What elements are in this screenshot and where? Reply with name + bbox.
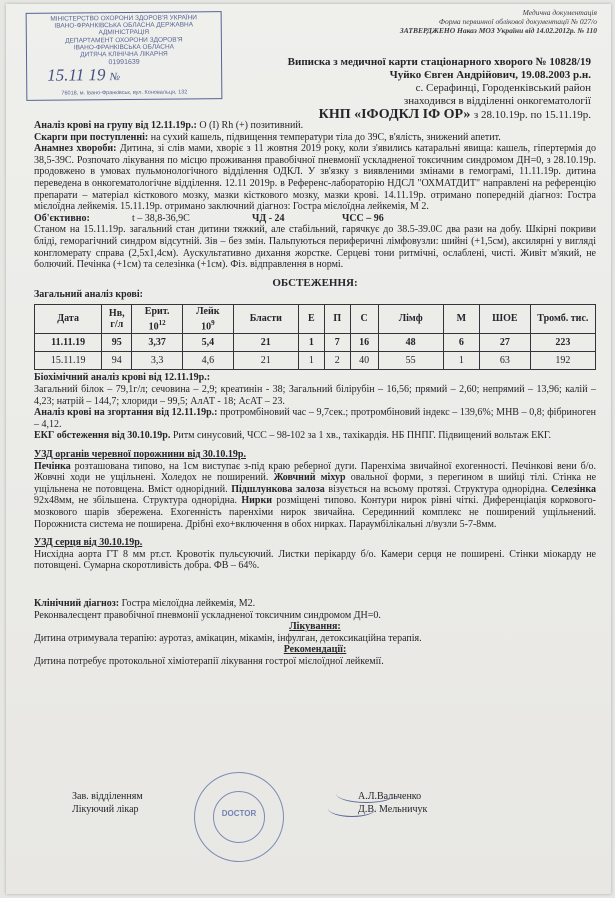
anamnesis-text: Дитина, зі слів мами, хворіє з 11 жовтня 2019 року, коли з'явились катаральні явища: кашель, гіпертермія до 38,5-39С. Розпочато лікування по місцю проживання правобічної пневмонії ускладненої токсичним синдромом ДН=0, з 28.10.19р. продовжено в умовах пульмонологічного відділення ОДКЛ. У зв'язку з виявленими змінами в гемограмі, 11.11.19р. дитина переведена в онкогематологічне відділення. 12.11 2019р. в Референс-лабораторію НДСЛ "ОХМАТДИТ" направлені на референцію препарати – матеріал кісткового мозку, мазки кісткового мозку, мазки крові. 14.11.19р. отримано попередній діагноз: Гостра мієлоїдна лейкемія. 15.11.19р. отримано заключний діагноз: Гостра мієлоїдна лейкемія, М 2. [34, 143, 597, 213]
stamp-code: 01991639 [108, 59, 140, 67]
diagnosis-text: Гостра мієлоїдна лейкемія, М2. [121, 597, 256, 609]
cbc-row [35, 334, 596, 352]
cbc-cell: 55 [378, 352, 443, 370]
stamp-line: ДИТЯЧА КЛІНІЧНА ЛІКАРНЯ [80, 50, 168, 59]
objective-temp: t – 38,8-36,9С [132, 212, 190, 224]
round-stamp-text: DOCTOR [221, 809, 257, 818]
cbc-cell: 192 [530, 352, 595, 370]
cbc-header: М [443, 304, 479, 334]
cbc-cell: 21 [233, 352, 298, 370]
stamp-line: АДМІНІСТРАЦІЯ [98, 29, 150, 37]
form-info-line: ЗАТВЕРДЖЕНО Наказ МОЗ України від 14.02.2012р. № 110 [399, 26, 597, 35]
cbc-cell: 3,37 [132, 334, 183, 352]
uzd-heart-label: УЗД серця від 30.10.19р. [34, 537, 143, 549]
form-info-line: Медична документація [522, 8, 597, 17]
cbc-row [35, 352, 596, 370]
cbc-leyk-exp: 10 [201, 320, 212, 332]
doctor-name: Д.В. Мельничук [358, 804, 428, 815]
spleen-text: 92х48мм, не збільшена. Структура однорідна. [34, 495, 237, 507]
cbc-header: Нв, г/л [102, 304, 132, 334]
coag-text: протромбіновий час – 9,7сек.; протромбіновий індекс – 139,6%; МНВ – 0,8; фібриноген – 4,12. [34, 407, 596, 430]
cbc-cell: 1 [298, 352, 324, 370]
cbc-cell: 6 [443, 334, 479, 352]
cbc-header: П [324, 304, 350, 334]
recommend-title: Рекомендації: [283, 644, 347, 656]
cbc-cell: 15.11.19 [35, 352, 102, 370]
uzd-abdomen-label: УЗД органів черевної порожнини від 30.10.19р. [34, 448, 246, 460]
ecg-text: Ритм синусовий, ЧСС – 98-102 за 1 хв., тахікардія. НБ ПНПГ. Підвищений вольтаж ЕКГ. [172, 430, 552, 442]
diagnosis-line2: Реконвалесцент правобічної пневмонії ускладненої токсичним синдромом ДН=0. [34, 609, 381, 621]
document-page [6, 4, 611, 894]
cbc-cell: 1 [443, 352, 479, 370]
cbc-cell: 95 [102, 334, 132, 352]
hospital-knp: КНП «ІФОДКЛ ІФ ОР» [318, 107, 471, 122]
spleen-label: Селезінка [551, 483, 596, 495]
document-header [246, 56, 591, 122]
cbc-header-row [35, 304, 596, 334]
complaints-label: Скарги при поступленні: [34, 131, 149, 143]
cbc-cell: 4,6 [182, 352, 233, 370]
cbc-label: Загальний аналіз крові: [34, 289, 143, 301]
cbc-header-erit: Ерит. [144, 305, 170, 317]
biochem-paragraph [34, 372, 596, 407]
cbc-table [34, 304, 596, 371]
blood-group-paragraph [34, 120, 596, 132]
cbc-header: Е [298, 304, 324, 334]
cbc-header: Дата [35, 304, 102, 334]
cbc-header [132, 304, 183, 334]
institution-stamp [26, 11, 223, 101]
cbc-leyk-pow: 9 [211, 318, 215, 327]
liver-text: розташована типово, на 1см виступає з-під краю реберної дуги. Паренхіма звичайної ехогенності. Печінкові вени б/о. Жовчні ходи не ущільнені. Холедох не поширений. [34, 460, 596, 484]
doctor-label: Лікуючий лікар [72, 804, 139, 815]
cbc-cell: 94 [102, 352, 132, 370]
complaints-paragraph [34, 132, 596, 144]
cbc-cell: 40 [350, 352, 378, 370]
cbc-erit-exp: 10 [148, 320, 159, 332]
cbc-cell: 16 [350, 334, 378, 352]
stamp-date-value: 15.11 19 [47, 65, 106, 85]
anamnesis-label: Анамнез хвороби: [34, 143, 117, 155]
stamp-address: 76018, м. Івано-Франківськ, вул. Коновальця, 132 [61, 89, 188, 97]
cbc-cell: 48 [378, 334, 443, 352]
ecg-label: ЕКГ обстеження від 30.10.19р. [34, 430, 171, 442]
stamp-line: МІНІСТЕРСТВО ОХОРОНИ ЗДОРОВ'Я УКРАЇНИ [50, 14, 197, 23]
patient-name: Чуйко Євген Андрійович, 19.08.2003 р.н. [389, 69, 591, 81]
biochem-label: Біохімічний аналіз крові від 12.11.19р.: [34, 372, 211, 384]
cbc-header: Тромб. тис. [530, 304, 595, 334]
stay-period: з 28.10.19р. по 15.11.19р. [473, 109, 591, 121]
head-name: А.Л.Вальченко [358, 791, 422, 802]
stamp-date [47, 65, 121, 85]
cbc-header [182, 304, 233, 334]
cbc-header-leyk: Лейк [196, 305, 220, 317]
cbc-cell: 27 [480, 334, 531, 352]
cbc-cell: 3,3 [132, 352, 183, 370]
round-stamp [194, 772, 284, 862]
blood-group-value: О (І) Rh (+) позитивний. [199, 120, 304, 131]
stamp-line: ІВАНО-ФРАНКІВСЬКА ОБЛАСНА [73, 43, 175, 52]
head-label: Зав. відділенням [72, 791, 143, 802]
gallbladder-label: Жовчний міхур [273, 472, 346, 484]
cbc-header: Бласти [233, 304, 298, 334]
uzd-heart-text: Нисхідна аорта ГТ 8 мм рт.ст. Кровотік пульсуючий. Листки перікарду б/о. Камери серця не поширені. Стінки міокарду не потовщені. Сумарна скоротливість добра. ФВ – 64%. [34, 548, 596, 572]
cbc-cell: 223 [530, 334, 595, 352]
ecg-paragraph [34, 430, 596, 442]
uzd-abdomen-text [34, 461, 596, 531]
cbc-cell: 7 [324, 334, 350, 352]
stamp-line: ДЕПАРТАМЕНТ ОХОРОНИ ЗДОРОВ'Я [65, 36, 183, 45]
patient-address: с. Серафинці, Городенківський район [415, 82, 591, 94]
pancreas-text: візується на всьому протязі. Структура однорідна. [328, 483, 548, 495]
exams-title: ОБСТЕЖЕННЯ: [272, 276, 358, 289]
pancreas-label: Підшлункова залоза [231, 483, 325, 495]
form-info [397, 8, 597, 35]
cbc-cell: 2 [324, 352, 350, 370]
stamp-line: ІВАНО-ФРАНКІВСЬКА ОБЛАСНА ДЕРЖАВНА [54, 21, 194, 30]
treatment-text: Дитина отримувала терапію: ауротаз, амікацин, мікамін, інфулган, детоксикаційна терапія. [34, 632, 422, 644]
biochem-text: Загальний білок – 79,1г/л; сечовина – 2,9; креатинін - 38; Загальний білірубін – 16,56; прямий – 2,60; непрямий – 13,96; калій – 4,23; натрій – 144,7; хлориди – 99,5; АлАТ - 18; АсАТ – 23. [34, 384, 596, 407]
objective-resp: ЧД - 24 [252, 212, 285, 224]
stamp-date-suffix: № [109, 71, 121, 84]
objective-label: Об'єктивно: [34, 212, 90, 224]
form-info-line: Форма первинної облікової документації № 027/о [438, 17, 597, 26]
status-paragraph: Станом на 15.11.19р. загальний стан дитини тяжкий, але стабільний, гарячкує до 38.5-39.0С два рази на добу. Шкірні покриви бліді, геморагічний синдром відсутній. Зів – без змін. Пальпуються периферичні лімфовузли: шийні (+1,5см), аксилярні у вигляді конгломерату справа (2,5х1,4см). Аускультативно дихання жорстке. Серцеві тони ритмічні, ослаблені, чисті. Живіт м'який, не болючий. Печінка (+1см) та селезінка (+1см). Фіз. відправлення в нормі. [34, 224, 596, 271]
diagnosis-paragraph [34, 598, 596, 610]
diagnosis-label: Клінічний діагноз: [34, 597, 120, 609]
cbc-cell: 1 [298, 334, 324, 352]
document-body [34, 120, 596, 667]
cbc-header: Лімф [378, 304, 443, 334]
cbc-cell: 21 [233, 334, 298, 352]
document-title: Виписка з медичної карти стаціонарного хворого № 10828/19 [287, 56, 591, 68]
coag-label: Аналіз крові на згортання від 12.11.19р.: [34, 407, 218, 419]
cbc-cell: 5,4 [182, 334, 233, 352]
liver-label: Печінка [34, 460, 71, 472]
kidneys-label: Нирки [241, 495, 273, 507]
blood-group-label: Аналіз крові на групу від 12.11.19р.: [34, 120, 197, 131]
coag-paragraph [34, 407, 596, 430]
objective-hr: ЧСС – 96 [342, 212, 384, 224]
anamnesis-paragraph [34, 143, 596, 213]
cbc-header: ШОЕ [480, 304, 531, 334]
signature-scribble [328, 800, 376, 817]
cbc-erit-pow: 12 [158, 318, 166, 327]
department: знаходився в відділенні онкогематології [403, 95, 591, 107]
cbc-header: С [350, 304, 378, 334]
recommend-text: Дитина потребує протокольної хіміотерапії лікування гострої мієлоїдної лейкемії. [34, 655, 384, 667]
objective-paragraph [34, 213, 596, 225]
kidneys-text: розміщені типово. Контури нирок рівні чіткі. Диференціація коркового-мозкового шарів збережена. Ехогенність паренхіми нирок звичайна. Серединний комплекс не поширений ущільнений. Порожниста система не поширена. Дрібні ехо+включення в обох нирках. Параумбілікальні л/вузли 5-7-8мм. [34, 495, 597, 530]
complaints-text: на сухий кашель, підвищення температури тіла до 39С, в'ялість, знижений апетит. [150, 131, 501, 143]
gallbladder-text: овальної форми, з перегином в шийці тілі. Стінка не ущільнена не потовщена. Вміст однорідний. [34, 472, 597, 495]
signature-labels [72, 790, 143, 816]
treatment-title: Лікування: [289, 621, 341, 633]
cbc-cell: 63 [480, 352, 531, 370]
cbc-cell: 11.11.19 [35, 334, 102, 352]
